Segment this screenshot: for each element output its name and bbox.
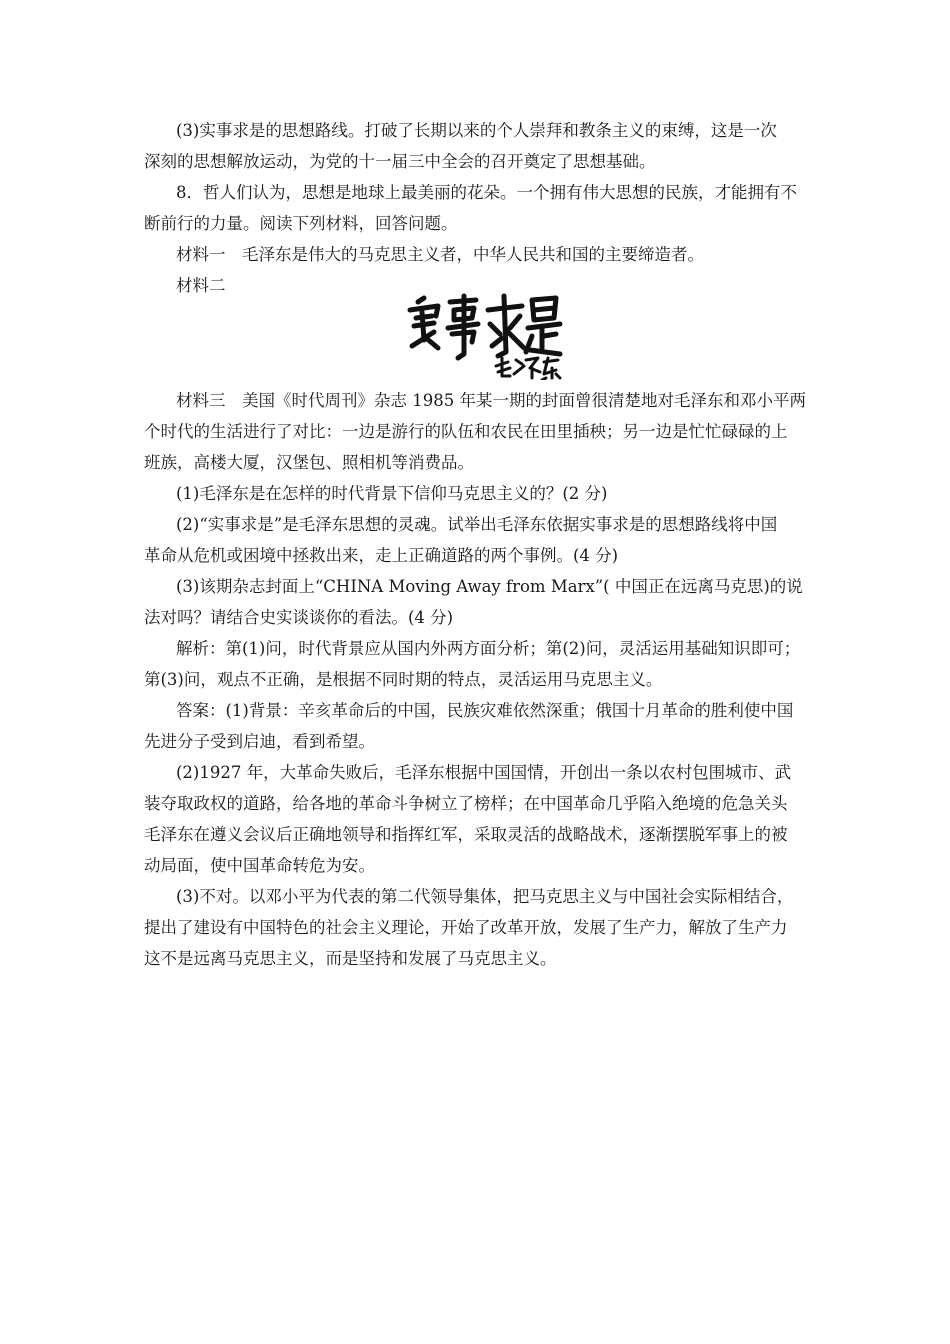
answer-part3-line2: 提出了建设有中国特色的社会主义理论，开始了改革开放，发展了生产力，解放了生产力 — [144, 918, 788, 937]
answer-part2-line3: 毛泽东在遵义会议后正确地领导和指挥红军，采取灵活的战略战术，逐渐摆脱军事上的被 — [144, 825, 788, 844]
calligraphy-image — [404, 288, 564, 380]
material-1: 材料一 毛泽东是伟大的马克思主义者，中华人民共和国的主要缔造者。 — [176, 245, 704, 264]
question-8-part3-line1: (3)该期杂志封面上“CHINA Moving Away from Marx”( 中国正在远离马克思)的说 — [176, 577, 803, 596]
answer-part2-line2: 装夺取政权的道路，给各地的革命斗争树立了榜样；在中国革命几乎陷入绝境的危急关头 — [144, 794, 788, 813]
answer-part2-line1: (2)1927 年，大革命失败后，毛泽东根据中国国情，开创出一条以农村包围城市、武 — [176, 763, 792, 782]
material-2-label: 材料二 — [176, 276, 226, 295]
question-8-part2-line1: (2)“实事求是”是毛泽东思想的灵魂。试举出毛泽东依据实事求是的思想路线将中国 — [176, 515, 778, 534]
analysis-line1: 解析：第(1)问，时代背景应从国内外两方面分析；第(2)问，灵活运用基础知识即可； — [176, 639, 801, 658]
question-8-stem-line2: 断前行的力量。阅读下列材料，回答问题。 — [144, 214, 458, 233]
answer-part3-line3: 这不是远离马克思主义，而是坚持和发展了马克思主义。 — [144, 949, 557, 968]
question-8-part3-line2: 法对吗？请结合史实谈谈你的看法。(4 分) — [144, 608, 454, 627]
material-3-line2: 个时代的生活进行了对比：一边是游行的队伍和农民在田里插秧；另一边是忙忙碌碌的上 — [144, 422, 788, 441]
question-8-stem-line1: 8．哲人们认为，思想是地球上最美丽的花朵。一个拥有伟大思想的民族，才能拥有不 — [176, 183, 797, 202]
answer-part3-line1: (3)不对。以邓小平为代表的第二代领导集体，把马克思主义与中国社会实际相结合， — [176, 887, 794, 906]
answer-part2-line4: 动局面，使中国革命转危为安。 — [144, 856, 375, 875]
answer-7-part3-line1: (3)实事求是的思想路线。打破了长期以来的个人崇拜和教条主义的束缚，这是一次 — [176, 121, 777, 140]
answer-part1-line2: 先进分子受到启迪，看到希望。 — [144, 732, 375, 751]
material-3-line3: 班族，高楼大厦，汉堡包、照相机等消费品。 — [144, 453, 474, 472]
question-8-part1: (1)毛泽东是在怎样的时代背景下信仰马克思主义的？(2 分) — [176, 484, 608, 503]
material-3-line1: 材料三 美国《时代周刊》杂志 1985 年某一期的封面曾很清楚地对毛泽东和邓小平两 — [176, 391, 806, 410]
answer-7-part3-line2: 深刻的思想解放运动，为党的十一届三中全会的召开奠定了思想基础。 — [144, 152, 656, 171]
analysis-line2: 第(3)问，观点不正确，是根据不同时期的特点，灵活运用马克思主义。 — [144, 670, 663, 689]
answer-part1-line1: 答案：(1)背景：辛亥革命后的中国，民族灾难依然深重；俄国十月革命的胜利使中国 — [176, 701, 794, 720]
question-8-part2-line2: 革命从危机或困境中拯救出来，走上正确道路的两个事例。(4 分) — [144, 546, 619, 565]
